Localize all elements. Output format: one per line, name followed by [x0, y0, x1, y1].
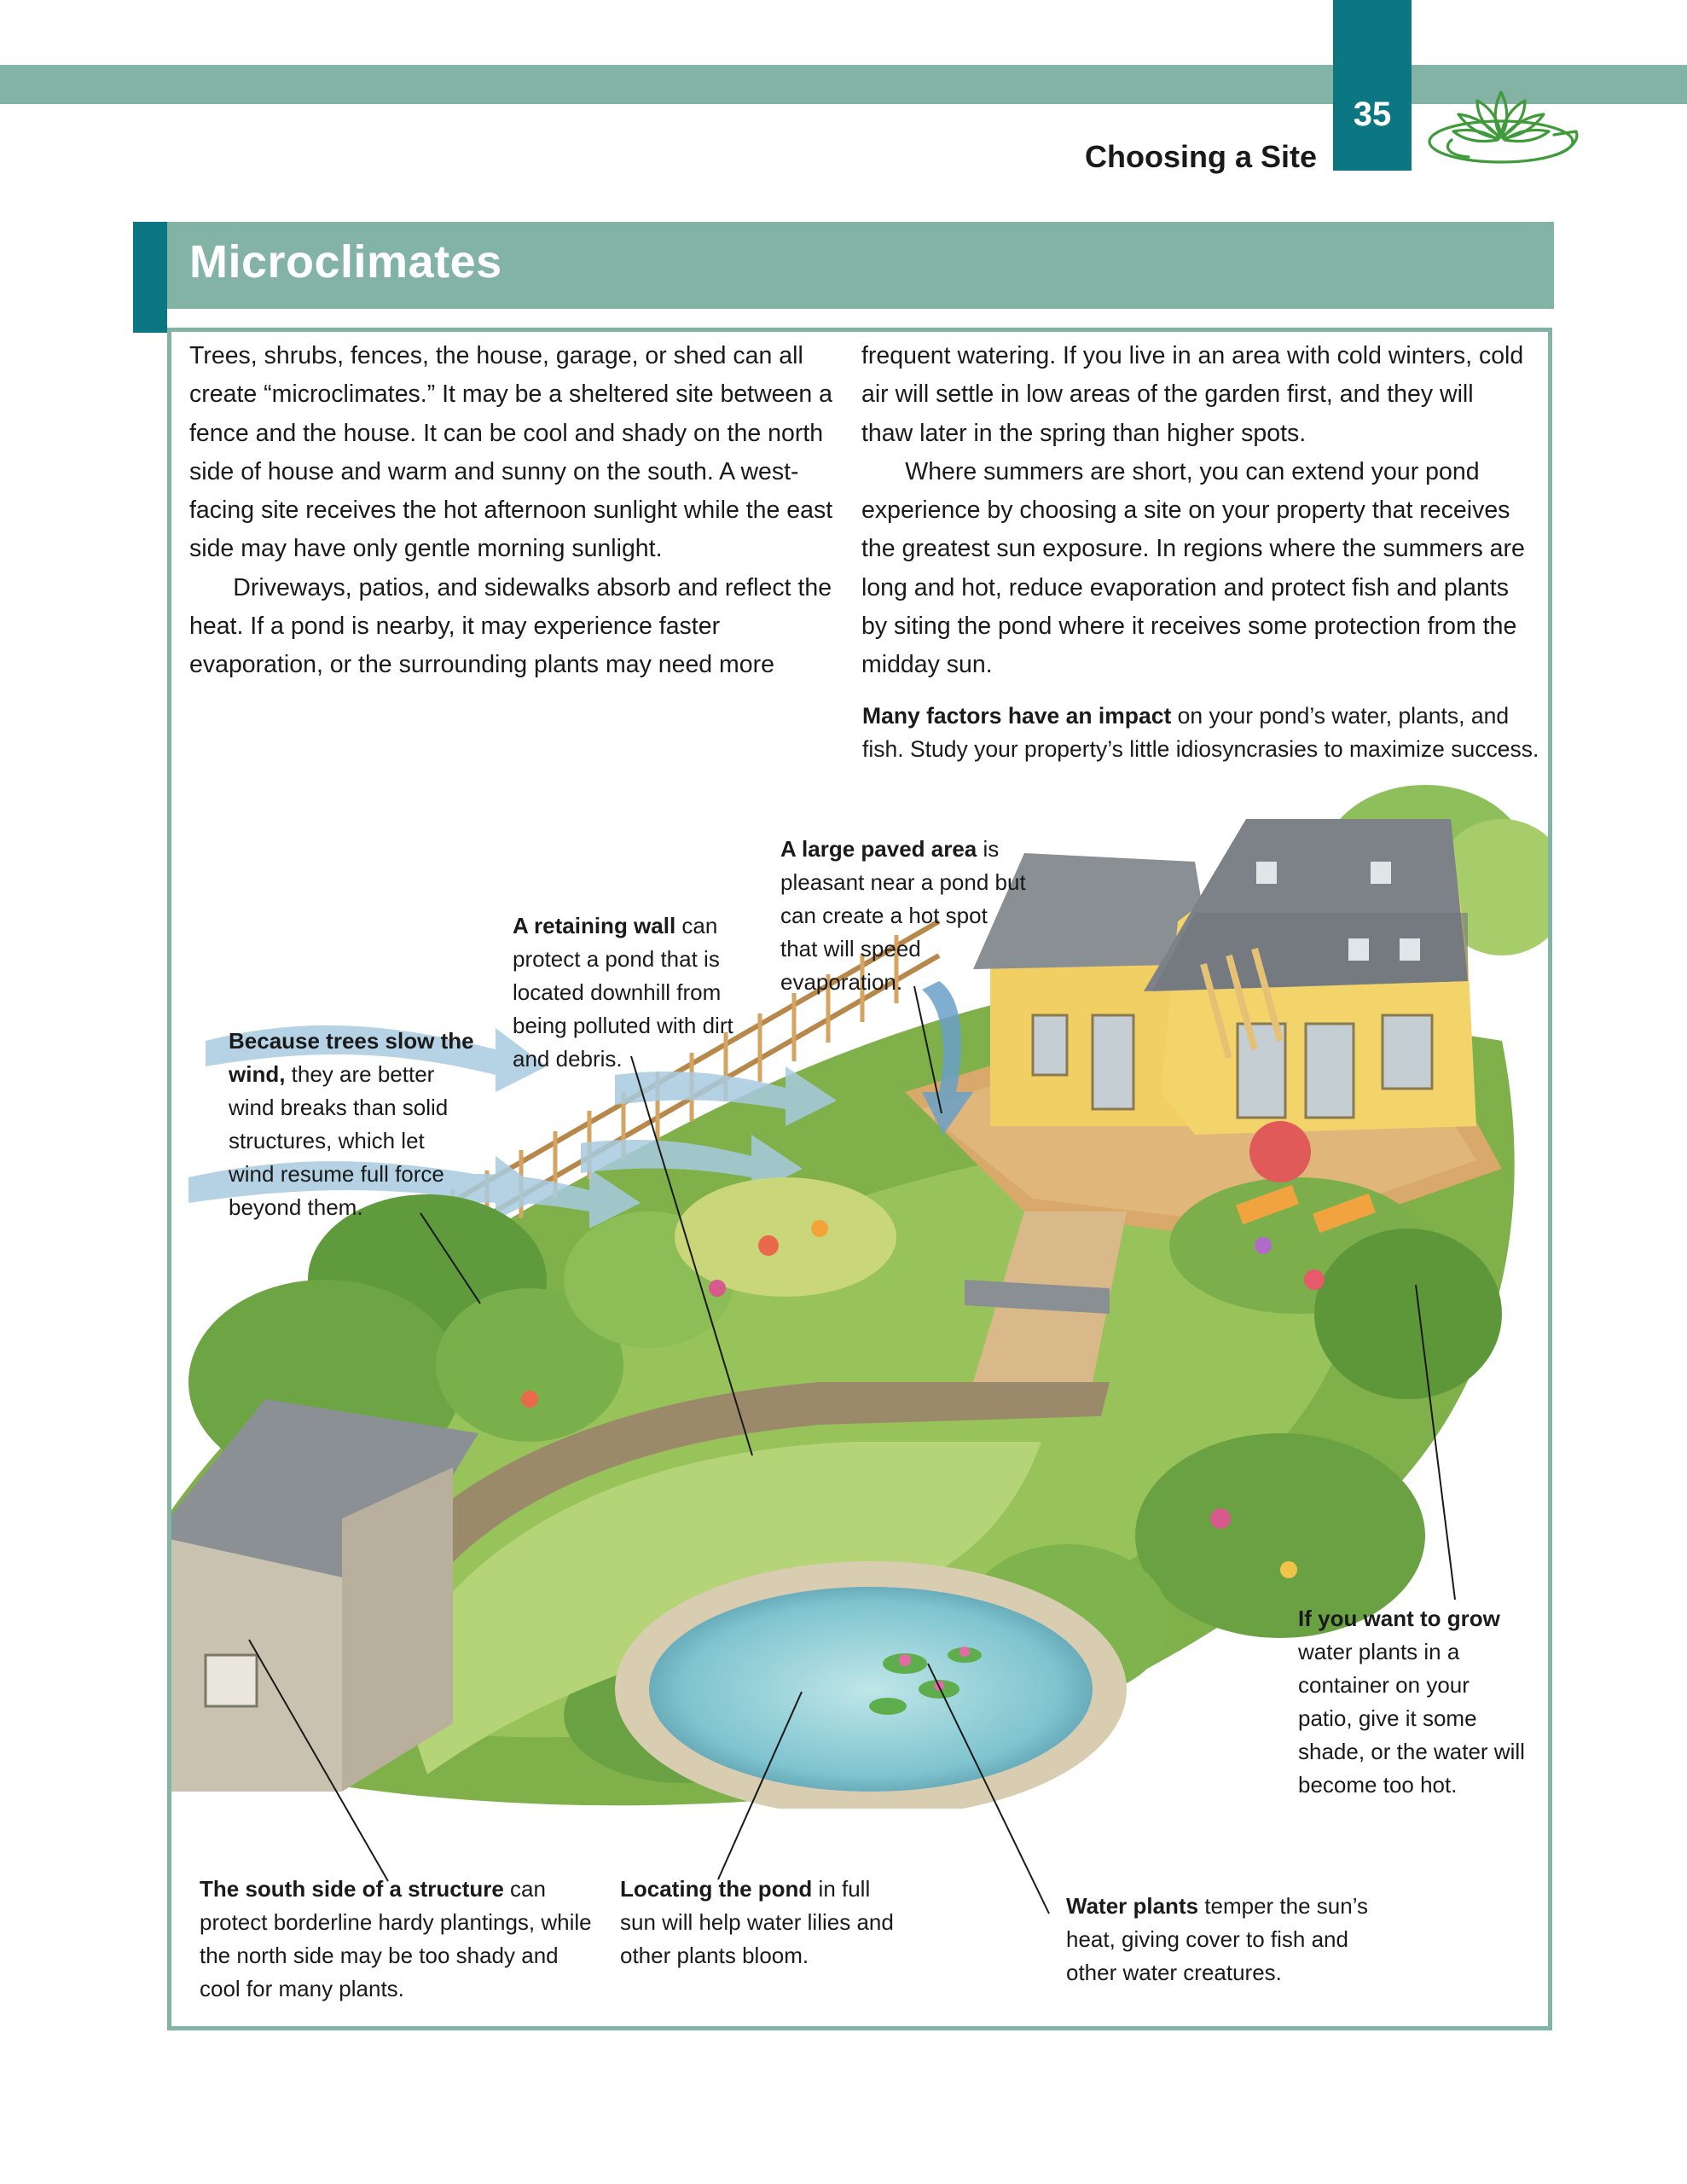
body-paragraph: frequent watering. If you live in an area with cold winters, cold air will settle in low areas of the garden first, and they will thaw later in the spring than higher spots.: [861, 342, 1524, 447]
callout-paved-area-lead: A large paved area: [780, 836, 977, 862]
callout-pond-location: [620, 1873, 901, 1972]
section-title: Microclimates: [189, 236, 502, 288]
callout-pond-location-lead: Locating the pond: [620, 1876, 813, 1902]
callout-water-plants-lead: Water plants: [1066, 1893, 1199, 1919]
callout-south-side-text: can protect borderline hardy plantings, while the north side may be too shady and cool for many plants.: [200, 1876, 592, 2001]
callout-wind-lead: Because trees slow the wind,: [229, 1028, 474, 1087]
callout-retaining-wall: [513, 909, 760, 1076]
callout-paved-area: [780, 833, 1028, 999]
page-number: 35: [1353, 96, 1392, 133]
body-paragraph: Driveways, patios, and sidewalks absorb and reflect the heat. If a pond is nearby, it may experience faster evaporation, or the surrounding plants may need more: [189, 573, 832, 679]
page-number-tab: [1333, 0, 1412, 171]
section-title-accent: [133, 222, 167, 333]
figure-caption: [862, 700, 1545, 766]
callout-container-plants: [1298, 1602, 1528, 1802]
callout-water-plants-text: temper the sun’s heat, giving cover to fish and other water creatures.: [1066, 1893, 1369, 1985]
callout-container-plants-text: water plants in a container on your patio, give it some shade, or the water will become too hot.: [1298, 1639, 1525, 1798]
callout-south-side: [200, 1873, 592, 2006]
body-column-left: [189, 337, 838, 685]
callout-wind: [229, 1025, 476, 1224]
figure-caption-text: on your pond’s water, plants, and fish. Study your property’s little idiosyncrasies to maximize success.: [862, 703, 1539, 762]
running-head: Choosing a Site: [1084, 139, 1317, 174]
callout-container-plants-lead: If you want to grow: [1298, 1606, 1500, 1631]
body-paragraph: Where summers are short, you can extend your pond experience by choosing a site on your property that receives the greatest sun exposure. In regions where the summers are long and hot, reduce evaporation and protect fish and plants by siting the pond where it receives some protection from the midday sun.: [861, 457, 1525, 679]
callout-paved-area-text: is pleasant near a pond but can create a hot spot that will speed evaporation.: [780, 836, 1026, 995]
body-paragraph: Trees, shrubs, fences, the house, garage, or shed can all create “microclimates.” It may be a sheltered site between a fence and the house. It can be cool and shady on the north side of house and warm and sunny on the south. A west-facing site receives the hot afternoon sunlight while the east side may have only gentle morning sunlight.: [189, 342, 833, 563]
callout-water-plants: [1066, 1890, 1390, 1989]
body-column-right: [861, 337, 1528, 685]
house: [973, 819, 1476, 1135]
water-lily-icon: [1426, 72, 1581, 167]
callout-retaining-wall-lead: A retaining wall: [513, 913, 676, 938]
pond: [615, 1561, 1127, 1809]
callout-retaining-wall-text: can protect a pond that is located downhill from being polluted with dirt and debris.: [513, 913, 733, 1072]
figure-caption-lead: Many factors have an impact: [862, 703, 1172, 729]
callout-pond-location-text: in full sun will help water lilies and other plants bloom.: [620, 1876, 894, 1968]
shed: [171, 1399, 478, 1792]
callout-south-side-lead: The south side of a structure: [200, 1876, 504, 1902]
callout-wind-text: they are better wind breaks than solid structures, which let wind resume full force beyond them.: [229, 1061, 449, 1220]
